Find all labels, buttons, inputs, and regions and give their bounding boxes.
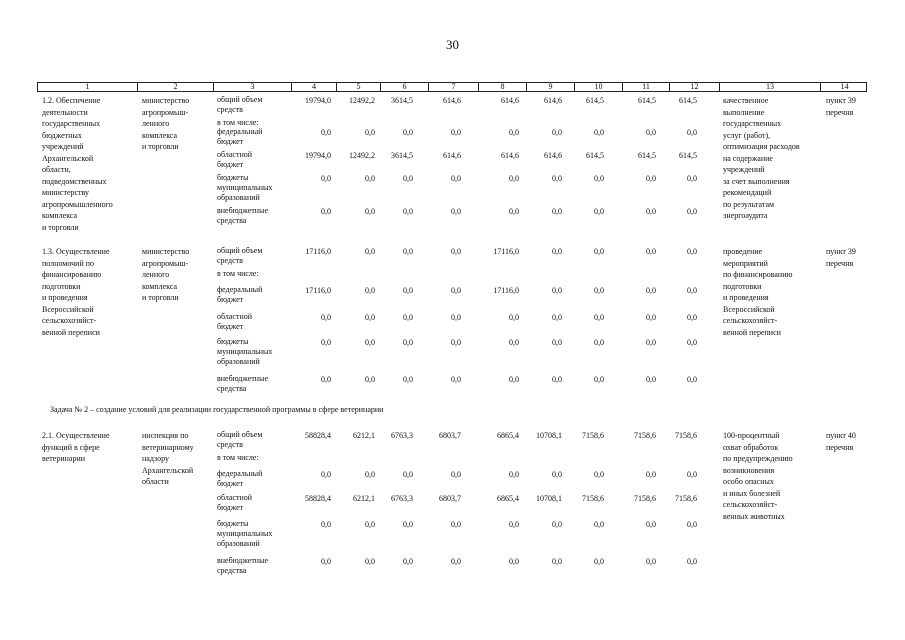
funding-value: 0,0 xyxy=(321,338,331,347)
funding-source-label: федеральный бюджет xyxy=(217,127,263,146)
funding-value: 0,0 xyxy=(646,247,656,256)
funding-value: 0,0 xyxy=(509,470,519,479)
funding-value: 0,0 xyxy=(365,375,375,384)
funding-value: 0,0 xyxy=(365,557,375,566)
funding-value: 0,0 xyxy=(646,375,656,384)
funding-value: 0,0 xyxy=(552,520,562,529)
funding-value: 0,0 xyxy=(687,470,697,479)
funding-value: 614,6 xyxy=(544,151,562,160)
funding-value: 0,0 xyxy=(594,557,604,566)
header-cell-11: 11 xyxy=(623,83,670,91)
funding-value: 0,0 xyxy=(509,338,519,347)
funding-value: 0,0 xyxy=(594,128,604,137)
table-header xyxy=(37,82,867,92)
funding-value: 7158,6 xyxy=(675,431,697,440)
funding-value: 0,0 xyxy=(451,128,461,137)
funding-value: 0,0 xyxy=(451,470,461,479)
funding-value: 0,0 xyxy=(365,313,375,322)
funding-value: 0,0 xyxy=(594,470,604,479)
funding-value: 0,0 xyxy=(451,520,461,529)
funding-value: 3614,5 xyxy=(391,96,413,105)
funding-value: 6763,3 xyxy=(391,494,413,503)
funding-value: 17116,0 xyxy=(305,247,331,256)
funding-value: 0,0 xyxy=(321,128,331,137)
funding-value: 0,0 xyxy=(594,375,604,384)
funding-value: 0,0 xyxy=(509,313,519,322)
funding-value: 7158,6 xyxy=(582,494,604,503)
funding-value: 0,0 xyxy=(451,286,461,295)
header-cell-10: 10 xyxy=(575,83,623,91)
funding-source-label: областной бюджет xyxy=(217,312,253,331)
funding-value: 6212,1 xyxy=(353,494,375,503)
funding-value: 614,5 xyxy=(679,96,697,105)
header-cell-5: 5 xyxy=(337,83,381,91)
funding-value: 0,0 xyxy=(365,470,375,479)
funding-value: 0,0 xyxy=(687,128,697,137)
funding-value: 0,0 xyxy=(552,286,562,295)
funding-source-label: областной бюджет xyxy=(217,150,253,169)
executor: министерство агропромыш- ленного комплекса и торговли xyxy=(142,247,190,302)
funding-value: 0,0 xyxy=(321,520,331,529)
header-cell-8: 8 xyxy=(479,83,527,91)
funding-value: 0,0 xyxy=(552,313,562,322)
funding-value: 0,0 xyxy=(403,286,413,295)
funding-value: 0,0 xyxy=(687,313,697,322)
header-cell-9: 9 xyxy=(527,83,575,91)
funding-value: 0,0 xyxy=(646,207,656,216)
header-cell-4: 4 xyxy=(292,83,337,91)
funding-value: 6803,7 xyxy=(439,431,461,440)
funding-source-label: федеральный бюджет xyxy=(217,285,263,304)
funding-value: 0,0 xyxy=(365,174,375,183)
funding-value: 10708,1 xyxy=(536,431,562,440)
funding-value: 0,0 xyxy=(594,313,604,322)
funding-value: 0,0 xyxy=(509,520,519,529)
expected-result: качественное выполнение государственных услуг (работ), оптимизация расходов на содержание учреждений за счет выполнения рекомендаций по результатам энергоаудита xyxy=(723,96,800,220)
page-number: 30 xyxy=(446,37,459,52)
funding-value: 10708,1 xyxy=(536,494,562,503)
funding-value: 0,0 xyxy=(687,247,697,256)
funding-source-label: общий объем средств xyxy=(217,430,263,449)
funding-value: 614,5 xyxy=(638,96,656,105)
funding-value: 614,6 xyxy=(443,151,461,160)
funding-source-label: внебюджетные средства xyxy=(217,206,268,225)
funding-value: 0,0 xyxy=(687,557,697,566)
funding-value: 0,0 xyxy=(646,470,656,479)
funding-value: 0,0 xyxy=(403,247,413,256)
funding-value: 0,0 xyxy=(451,375,461,384)
executor: инспекция по ветеринарному надзору Архангельской области xyxy=(142,431,194,486)
funding-value: 0,0 xyxy=(594,338,604,347)
funding-value: 0,0 xyxy=(403,520,413,529)
funding-value: 0,0 xyxy=(403,128,413,137)
funding-value: 0,0 xyxy=(552,128,562,137)
funding-value: 19794,0 xyxy=(305,151,331,160)
funding-value: 7158,6 xyxy=(582,431,604,440)
funding-value: 0,0 xyxy=(509,557,519,566)
funding-value: 614,6 xyxy=(501,151,519,160)
funding-value: 0,0 xyxy=(594,174,604,183)
funding-value: 0,0 xyxy=(646,338,656,347)
funding-value: 0,0 xyxy=(687,375,697,384)
funding-value: 19794,0 xyxy=(305,96,331,105)
funding-source-label: федеральный бюджет xyxy=(217,469,263,488)
funding-value: 0,0 xyxy=(646,174,656,183)
funding-value: 0,0 xyxy=(509,128,519,137)
funding-value: 0,0 xyxy=(687,286,697,295)
funding-value: 0,0 xyxy=(451,313,461,322)
funding-value: 614,6 xyxy=(443,96,461,105)
funding-value: 614,5 xyxy=(586,96,604,105)
funding-value: 0,0 xyxy=(365,128,375,137)
funding-value: 0,0 xyxy=(321,470,331,479)
funding-value: 0,0 xyxy=(321,207,331,216)
funding-source-label: бюджеты муниципальных образований xyxy=(217,337,273,366)
header-cell-14: 14 xyxy=(840,82,849,91)
funding-source-label: общий объем средств xyxy=(217,246,263,265)
funding-value: 0,0 xyxy=(646,286,656,295)
funding-value: 0,0 xyxy=(321,174,331,183)
funding-value: 0,0 xyxy=(552,207,562,216)
funding-value: 614,5 xyxy=(638,151,656,160)
header-cell-3: 3 xyxy=(214,83,292,91)
funding-value: 17116,0 xyxy=(493,247,519,256)
header-cell-1: 1 xyxy=(38,83,138,91)
funding-value: 0,0 xyxy=(451,557,461,566)
reference: пункт 39 перечня xyxy=(826,96,856,117)
funding-value: 614,6 xyxy=(544,96,562,105)
funding-source-label: в том числе: xyxy=(217,118,259,127)
funding-value: 0,0 xyxy=(509,174,519,183)
funding-value: 0,0 xyxy=(403,174,413,183)
header-cell-13: 13 xyxy=(720,83,821,91)
header-cell-12: 12 xyxy=(670,83,720,91)
funding-value: 6803,7 xyxy=(439,494,461,503)
funding-value: 0,0 xyxy=(594,207,604,216)
funding-value: 6865,4 xyxy=(497,494,519,503)
funding-value: 0,0 xyxy=(321,375,331,384)
funding-source-label: бюджеты муниципальных образований xyxy=(217,173,273,202)
funding-source-label: в том числе: xyxy=(217,453,259,462)
funding-source-label: внебюджетные средства xyxy=(217,556,268,575)
funding-source-label: общий объем средств xyxy=(217,95,263,114)
funding-value: 7158,6 xyxy=(675,494,697,503)
funding-value: 614,5 xyxy=(586,151,604,160)
funding-value: 0,0 xyxy=(451,207,461,216)
funding-value: 0,0 xyxy=(365,520,375,529)
funding-value: 12492,2 xyxy=(349,96,375,105)
funding-value: 0,0 xyxy=(594,286,604,295)
funding-value: 17116,0 xyxy=(493,286,519,295)
funding-value: 0,0 xyxy=(552,375,562,384)
expected-result: 100-процентный охват обработок по предупреждению возникновения особо опасных и иных болезней сельскохозяйст- венных животных xyxy=(723,431,793,521)
measure-name: 1.2. Обеспечение деятельности государственных бюджетных учреждений Архангельской области, подведомственных министерству агропромышленного комплекса и торговли xyxy=(42,96,113,232)
funding-value: 0,0 xyxy=(646,128,656,137)
funding-value: 0,0 xyxy=(365,286,375,295)
funding-value: 0,0 xyxy=(594,247,604,256)
reference: пункт 39 перечня xyxy=(826,247,856,268)
funding-value: 0,0 xyxy=(687,174,697,183)
funding-source-label: бюджеты муниципальных образований xyxy=(217,519,273,548)
funding-value: 0,0 xyxy=(451,247,461,256)
funding-value: 0,0 xyxy=(552,557,562,566)
funding-value: 7158,6 xyxy=(634,431,656,440)
funding-value: 0,0 xyxy=(646,313,656,322)
header-cell-6: 6 xyxy=(381,83,429,91)
task-2-heading: Задача № 2 – создание условий для реализации государственной программы в сфере ветеринарии xyxy=(50,405,384,414)
funding-value: 0,0 xyxy=(646,520,656,529)
funding-value: 0,0 xyxy=(403,338,413,347)
funding-source-label: внебюджетные средства xyxy=(217,374,268,393)
funding-value: 0,0 xyxy=(403,470,413,479)
funding-value: 0,0 xyxy=(365,247,375,256)
funding-value: 0,0 xyxy=(451,174,461,183)
measure-name: 2.1. Осуществление функций в сфере ветеринарии xyxy=(42,431,110,463)
funding-value: 58828,4 xyxy=(305,494,331,503)
header-cell-2: 2 xyxy=(138,83,214,91)
funding-value: 0,0 xyxy=(403,207,413,216)
funding-value: 0,0 xyxy=(552,338,562,347)
funding-value: 0,0 xyxy=(403,313,413,322)
executor: министерство агропромыш- ленного комплекса и торговли xyxy=(142,96,190,151)
funding-value: 7158,6 xyxy=(634,494,656,503)
funding-value: 17116,0 xyxy=(305,286,331,295)
funding-source-label: областной бюджет xyxy=(217,493,253,512)
funding-value: 0,0 xyxy=(552,174,562,183)
funding-value: 614,6 xyxy=(501,96,519,105)
funding-value: 6212,1 xyxy=(353,431,375,440)
funding-value: 0,0 xyxy=(321,557,331,566)
measure-name: 1.3. Осуществление полномочий по финансированию подготовки и проведения Всероссийской сельскохозяйст- венной переписи xyxy=(42,247,110,337)
funding-value: 12492,2 xyxy=(349,151,375,160)
funding-value: 0,0 xyxy=(365,207,375,216)
funding-value: 0,0 xyxy=(594,520,604,529)
funding-value: 6763,3 xyxy=(391,431,413,440)
funding-source-label: в том числе: xyxy=(217,269,259,278)
funding-value: 0,0 xyxy=(451,338,461,347)
reference: пункт 40 перечня xyxy=(826,431,856,452)
funding-value: 0,0 xyxy=(687,338,697,347)
funding-value: 0,0 xyxy=(552,470,562,479)
funding-value: 614,5 xyxy=(679,151,697,160)
funding-value: 0,0 xyxy=(552,247,562,256)
funding-value: 0,0 xyxy=(509,375,519,384)
funding-value: 0,0 xyxy=(646,557,656,566)
funding-value: 0,0 xyxy=(509,207,519,216)
funding-value: 6865,4 xyxy=(497,431,519,440)
funding-value: 0,0 xyxy=(687,207,697,216)
funding-value: 0,0 xyxy=(403,557,413,566)
funding-value: 0,0 xyxy=(365,338,375,347)
funding-value: 0,0 xyxy=(321,313,331,322)
expected-result: проведение мероприятий по финансированию подготовки и проведения Всероссийской сельскохозяйст- венной переписи xyxy=(723,247,793,337)
header-cell-7: 7 xyxy=(429,83,479,91)
funding-value: 0,0 xyxy=(403,375,413,384)
funding-value: 0,0 xyxy=(687,520,697,529)
funding-value: 3614,5 xyxy=(391,151,413,160)
funding-value: 58828,4 xyxy=(305,431,331,440)
